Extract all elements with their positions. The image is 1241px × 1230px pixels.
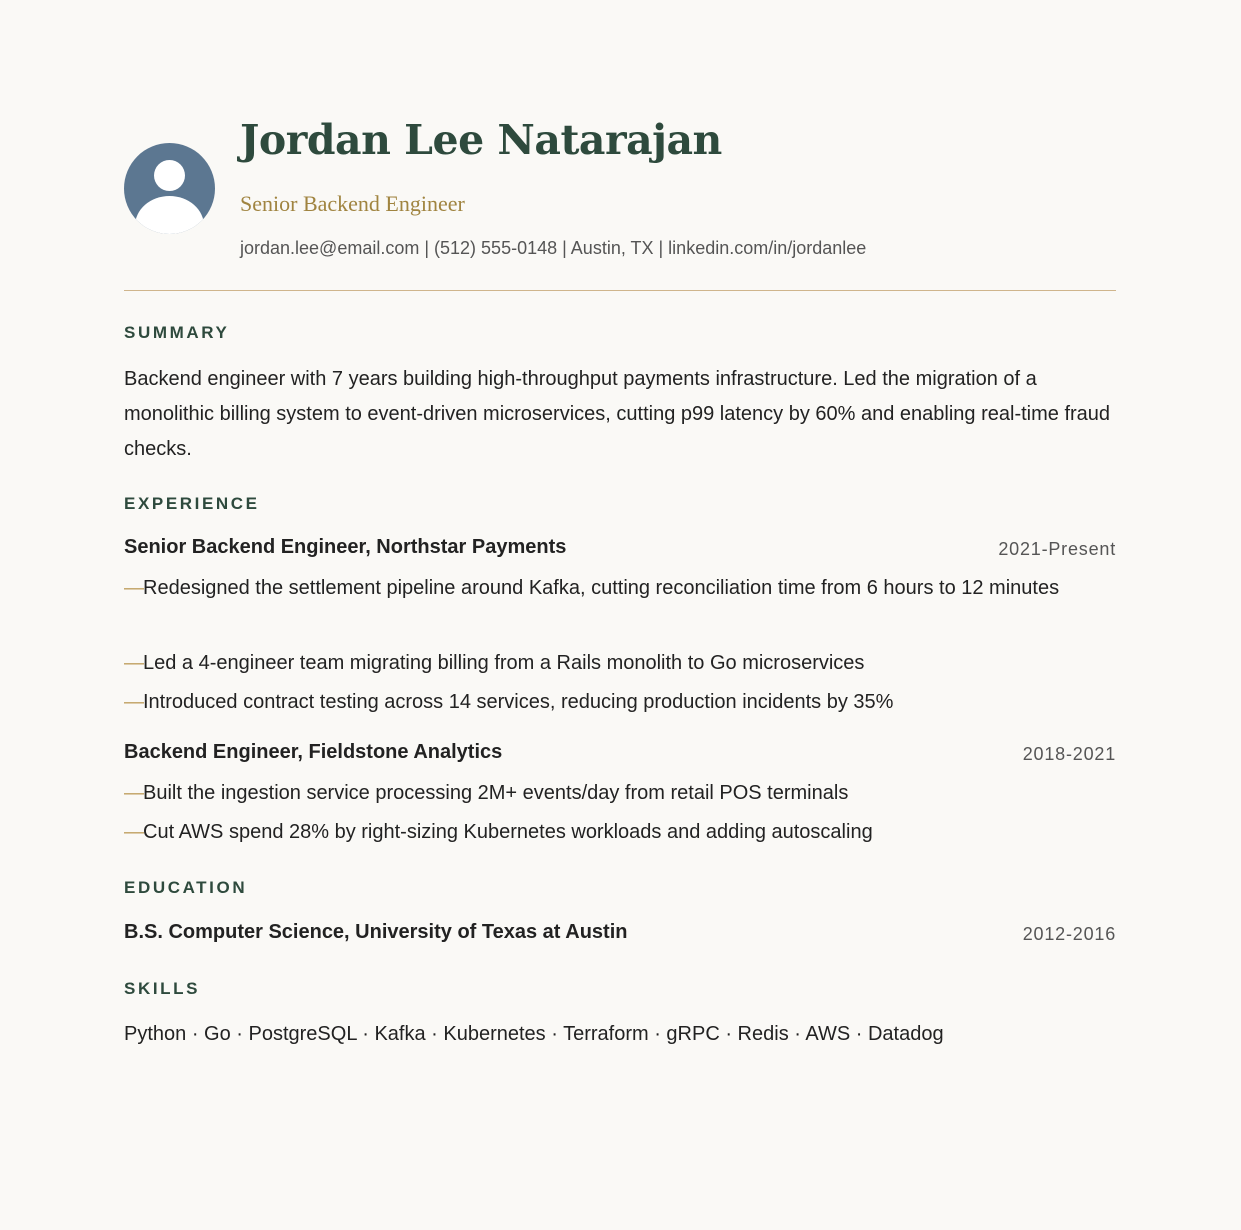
education-dates: 2012-2016 [1022,924,1116,944]
experience-heading: EXPERIENCE [124,494,260,513]
bullet-dash: — [124,821,144,843]
bullet-dash: — [124,782,144,804]
bullet-dash: — [124,577,144,599]
summary-heading: SUMMARY [124,323,230,342]
person-avatar-icon [124,143,215,234]
skills-heading: SKILLS [124,979,201,998]
resume-page [124,0,1116,1045]
degree: B.S. Computer Science, University of Texas at Austin [124,921,628,943]
job-bullet [124,815,1118,850]
job-dates: 2018-2021 [1022,744,1116,764]
bullet-text: Redesigned the settlement pipeline around Kafka, cutting reconciliation time from 6 hours to 12 minutes [143,577,1060,599]
job-bullet [124,646,1118,681]
summary-text: Backend engineer with 7 years building high-throughput payments infrastructure. Led the migration of a monolithic billing system to event-driven microservices, cutting p99 latency by 60% and enabling real-time fraud checks. [124,368,1111,460]
job-bullet [124,571,1118,606]
bullet-dash: — [124,691,144,713]
skills-list: Python · Go · PostgreSQL · Kafka · Kubernetes · Terraform · gRPC · Redis · AWS · Datadog [124,1023,944,1045]
contact-info: jordan.lee@email.com | (512) 555-0148 | Austin, TX | linkedin.com/in/jordanlee [240,238,867,258]
education-heading: EDUCATION [124,878,248,897]
bullet-text: Led a 4-engineer team migrating billing from a Rails monolith to Go microservices [143,652,865,674]
bullet-text: Introduced contract testing across 14 services, reducing production incidents by 35% [143,691,894,713]
bullet-text: Built the ingestion service processing 2M+ events/day from retail POS terminals [143,782,849,804]
job-title: Backend Engineer, Fieldstone Analytics [124,741,503,763]
job-bullet [124,685,1118,720]
bullet-dash: — [124,652,144,674]
candidate-role: Senior Backend Engineer [240,191,465,216]
avatar-head [154,160,185,191]
job-bullet [124,776,1118,811]
job-dates: 2021-Present [998,539,1116,559]
bullet-text: Cut AWS spend 28% by right-sizing Kubernetes workloads and adding autoscaling [143,821,873,843]
job-title: Senior Backend Engineer, Northstar Payments [124,536,567,558]
avatar-body [135,196,204,234]
resume-header [124,0,1116,291]
candidate-name: Jordan Lee Natarajan [240,116,722,164]
